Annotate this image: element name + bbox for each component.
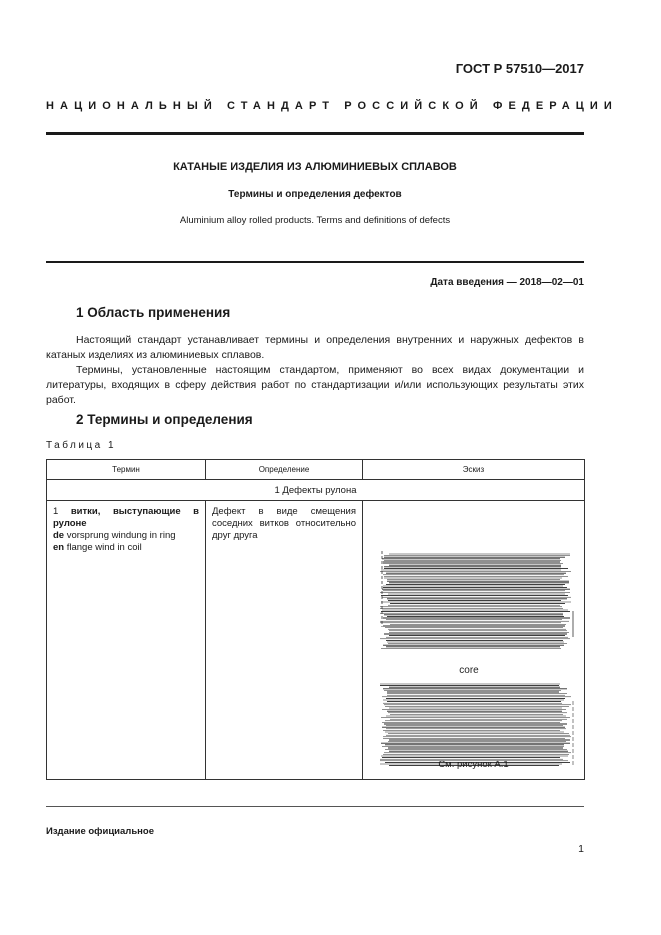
english-title: Aluminium alloy rolled products. Terms and definitions of defects xyxy=(179,215,451,226)
section-row-label: 1 Дефекты рулона xyxy=(47,480,585,501)
section-1-paragraph-2: Термины, установленные настоящим стандартом, применяют во всех видах документации и литературы, входящих в сферу действия работ по стандартизации и/или использующих результаты этих работ. xyxy=(46,364,584,406)
document-subtitle: Термины и определения дефектов xyxy=(228,189,402,200)
term-cell xyxy=(47,501,206,780)
term-en xyxy=(53,542,199,554)
column-header-term: Термин xyxy=(47,460,206,480)
sketch-caption: См. рисунок А.1 xyxy=(438,759,509,770)
column-header-definition: Определение xyxy=(206,460,363,480)
term-en-text: flange wind in coil xyxy=(66,542,142,553)
term-de-text: vorsprung windung in ring xyxy=(66,530,176,541)
top-divider xyxy=(46,132,584,135)
definition-cell: Дефект в виде смещения соседних витков относительно друг друга xyxy=(206,501,363,780)
document-title: КАТАНЫЕ ИЗДЕЛИЯ ИЗ АЛЮМИНИЕВЫХ СПЛАВОВ xyxy=(173,161,457,173)
effective-date: Дата введения — 2018—02—01 xyxy=(430,277,584,288)
column-header-sketch: Эскиз xyxy=(363,460,585,480)
core-label: core xyxy=(459,665,479,676)
coil-sketch-figure xyxy=(363,501,584,779)
term-de xyxy=(53,530,199,542)
term-number: 1 xyxy=(53,506,59,517)
coil-lower-windings xyxy=(380,684,571,766)
section-1-heading: 1 Область применения xyxy=(76,305,231,320)
section-1-body xyxy=(46,333,584,408)
footer-divider xyxy=(46,806,584,807)
sketch-cell xyxy=(363,501,585,780)
page-number: 1 xyxy=(578,843,584,855)
table-caption: Таблица 1 xyxy=(46,440,117,451)
national-standard-banner: НАЦИОНАЛЬНЫЙ СТАНДАРТ РОССИЙСКОЙ ФЕДЕРАЦИИ xyxy=(46,100,618,112)
table-section-row xyxy=(47,480,585,501)
document-code: ГОСТ Р 57510—2017 xyxy=(455,61,584,76)
table-header-row xyxy=(47,460,585,480)
table-row xyxy=(47,501,585,780)
section-2-heading: 2 Термины и определения xyxy=(76,412,253,427)
term-ru xyxy=(53,506,199,530)
terms-table xyxy=(46,459,585,780)
term-en-tag: en xyxy=(53,542,65,553)
coil-upper-windings xyxy=(380,554,571,648)
title-divider xyxy=(46,261,584,263)
edition-label: Издание официальное xyxy=(46,826,154,837)
term-ru-text: витки, выступающие в рулоне xyxy=(53,506,200,529)
section-1-paragraph-1: Настоящий стандарт устанавливает термины и определения внутренних и наружных дефектов в катаных изделиях из алюминиевых сплавов. xyxy=(46,334,584,361)
term-de-tag: de xyxy=(53,530,65,541)
